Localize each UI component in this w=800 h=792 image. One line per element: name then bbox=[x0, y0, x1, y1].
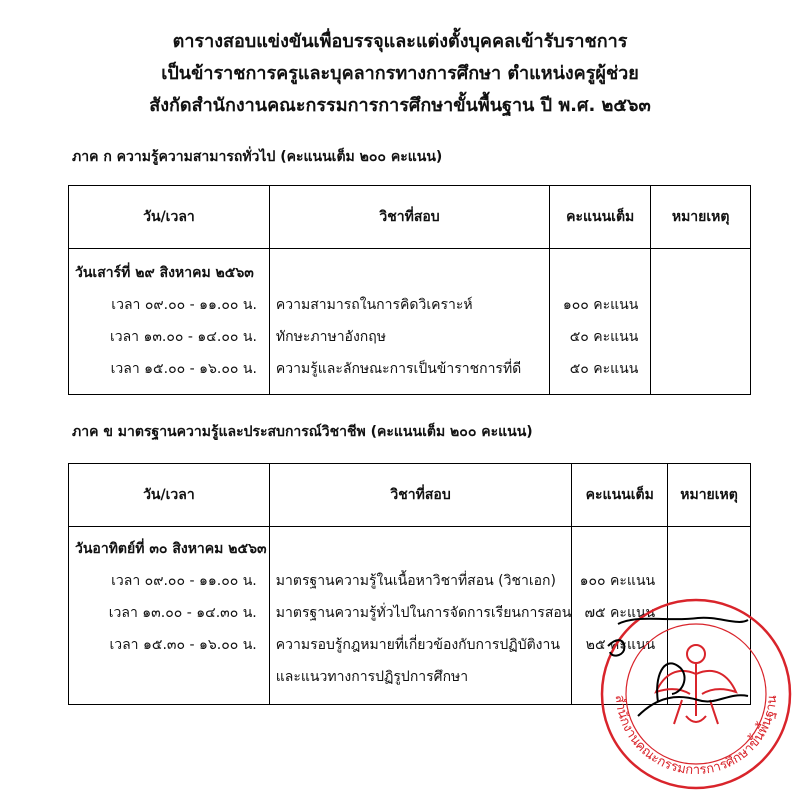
doc-title-line-1: ตารางสอบแข่งขันเพื่อบรรจุและแต่งตั้งบุคคลเข้ารับราชการ bbox=[172, 31, 628, 52]
part-a-table bbox=[68, 185, 751, 395]
table-row bbox=[69, 249, 751, 395]
table-header-row bbox=[69, 464, 751, 527]
exam-time: เวลา ๑๓.๐๐ - ๑๔.๓๐ น. bbox=[108, 605, 257, 621]
garuda-icon bbox=[656, 645, 736, 724]
doc-title-line-2: เป็นข้าราชการครูและบุคลากรทางการศึกษา ตำแหน่งครูผู้ช่วย bbox=[161, 63, 639, 84]
signature-icon bbox=[608, 618, 748, 716]
col-header-score: คะแนนเต็ม bbox=[550, 186, 651, 249]
exam-score: ๕๐ คะแนน bbox=[569, 329, 639, 345]
col-header-score: คะแนนเต็ม bbox=[572, 464, 668, 527]
exam-score: ๑๐๐ คะแนน bbox=[579, 573, 656, 589]
date-cell bbox=[69, 249, 270, 395]
exam-score: ๕๐ คะแนน bbox=[569, 361, 639, 377]
col-header-date: วัน/เวลา bbox=[69, 186, 270, 249]
exam-subject: ทักษะภาษาอังกฤษ bbox=[275, 329, 386, 345]
exam-time: เวลา ๐๙.๐๐ - ๑๑.๐๐ น. bbox=[111, 297, 257, 313]
col-header-subject: วิชาที่สอบ bbox=[269, 464, 572, 527]
col-header-note: หมายเหตุ bbox=[668, 464, 751, 527]
col-header-date: วัน/เวลา bbox=[69, 464, 270, 527]
exam-subject: ความรู้และลักษณะการเป็นข้าราชการที่ดี bbox=[275, 361, 522, 377]
doc-title-line-3: สังกัดสำนักงานคณะกรรมการการศึกษาขั้นพื้นฐาน ปี พ.ศ. ๒๕๖๓ bbox=[149, 95, 651, 116]
part-b-heading: ภาค ข มาตรฐานความรู้และประสบการณ์วิชาชีพ (คะแนนเต็ม ๒๐๐ คะแนน) bbox=[72, 424, 533, 440]
seal-text: สำนักงานคณะกรรมการการศึกษาขั้นพื้นฐาน bbox=[611, 694, 781, 779]
exam-subject: มาตรฐานความรู้ในเนื้อหาวิชาที่สอน (วิชาเอก) bbox=[275, 573, 556, 589]
table-header-row bbox=[69, 186, 751, 249]
col-header-note: หมายเหตุ bbox=[651, 186, 751, 249]
exam-score: ๗๕ คะแนน bbox=[584, 605, 656, 621]
official-seal bbox=[598, 596, 794, 792]
exam-subject: ความสามารถในการคิดวิเคราะห์ bbox=[275, 297, 473, 313]
exam-subject: มาตรฐานความรู้ทั่วไปในการจัดการเรียนการสอน bbox=[275, 605, 572, 621]
exam-score: ๑๐๐ คะแนน bbox=[562, 297, 639, 313]
exam-day: วันอาทิตย์ที่ ๓๐ สิงหาคม ๒๕๖๓ bbox=[75, 541, 267, 557]
exam-time: เวลา ๑๕.๓๐ - ๑๖.๐๐ น. bbox=[109, 637, 257, 653]
exam-subject-continued: และแนวทางการปฏิรูปการศึกษา bbox=[275, 669, 469, 685]
exam-subject: ความรอบรู้กฎหมายที่เกี่ยวข้องกับการปฏิบัติงาน bbox=[275, 637, 560, 653]
col-header-subject: วิชาที่สอบ bbox=[269, 186, 549, 249]
exam-time: เวลา ๑๓.๐๐ - ๑๔.๐๐ น. bbox=[109, 329, 257, 345]
exam-day: วันเสาร์ที่ ๒๙ สิงหาคม ๒๕๖๓ bbox=[75, 265, 254, 281]
date-cell bbox=[69, 527, 270, 705]
score-cell bbox=[550, 249, 651, 395]
exam-time: เวลา ๐๙.๐๐ - ๑๑.๐๐ น. bbox=[111, 573, 257, 589]
subject-cell bbox=[269, 249, 549, 395]
subject-cell bbox=[269, 527, 572, 705]
exam-time: เวลา ๑๕.๐๐ - ๑๖.๐๐ น. bbox=[110, 361, 257, 377]
note-cell bbox=[651, 249, 751, 395]
part-a-heading: ภาค ก ความรู้ความสามารถทั่วไป (คะแนนเต็ม ๒๐๐ คะแนน) bbox=[72, 149, 443, 165]
exam-score: ๒๕ คะแนน bbox=[585, 637, 656, 653]
